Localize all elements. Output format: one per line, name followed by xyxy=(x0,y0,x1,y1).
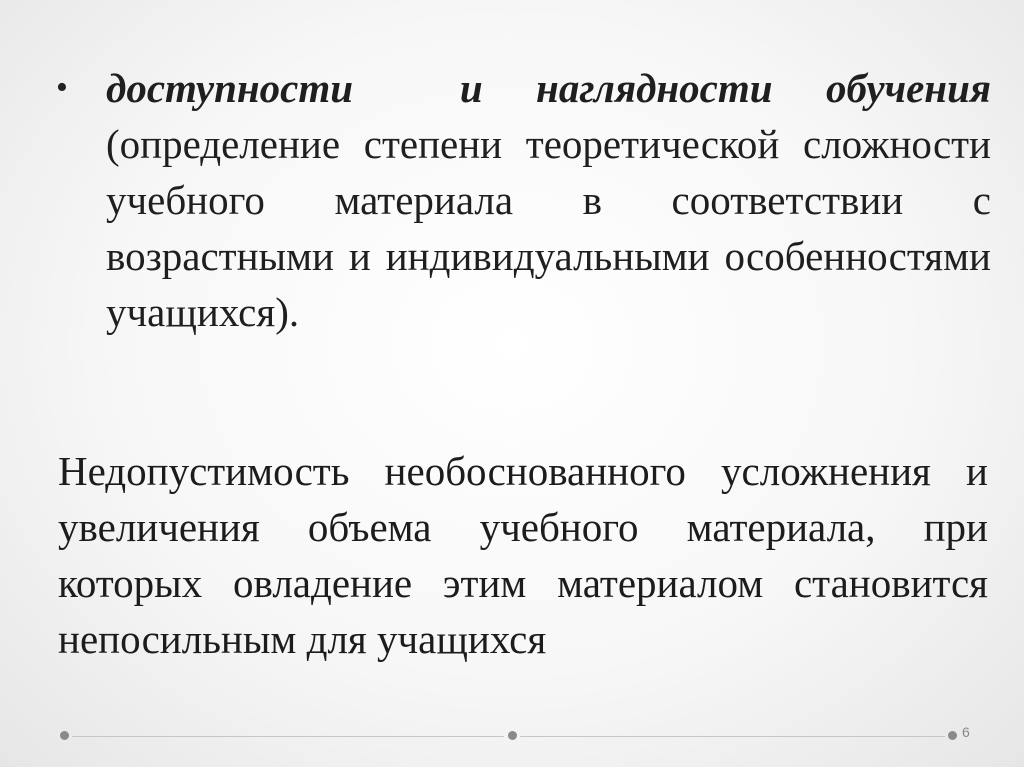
page-number: 6 xyxy=(962,724,970,740)
footer-divider-left xyxy=(72,736,504,737)
bullet-marker: • xyxy=(56,69,68,106)
footer-dot-middle xyxy=(508,731,517,740)
bullet-body: (определение степени теоретической сложности учебного материала в соответствии с возрастными и индивидуальными особенностями учащихся). xyxy=(106,121,991,335)
footer-dot-left xyxy=(60,731,69,740)
body-paragraph: Недопустимость необоснованного усложнения и увеличения объема учебного материала, при которых овладение этим материалом становится непосильным для учащихся xyxy=(58,448,988,662)
footer-dot-right xyxy=(948,731,957,740)
bullet-item xyxy=(56,60,991,340)
footer-divider-right xyxy=(520,736,945,737)
bullet-text xyxy=(106,60,991,340)
bullet-emphasis: доступности и наглядности обучения xyxy=(106,65,991,111)
